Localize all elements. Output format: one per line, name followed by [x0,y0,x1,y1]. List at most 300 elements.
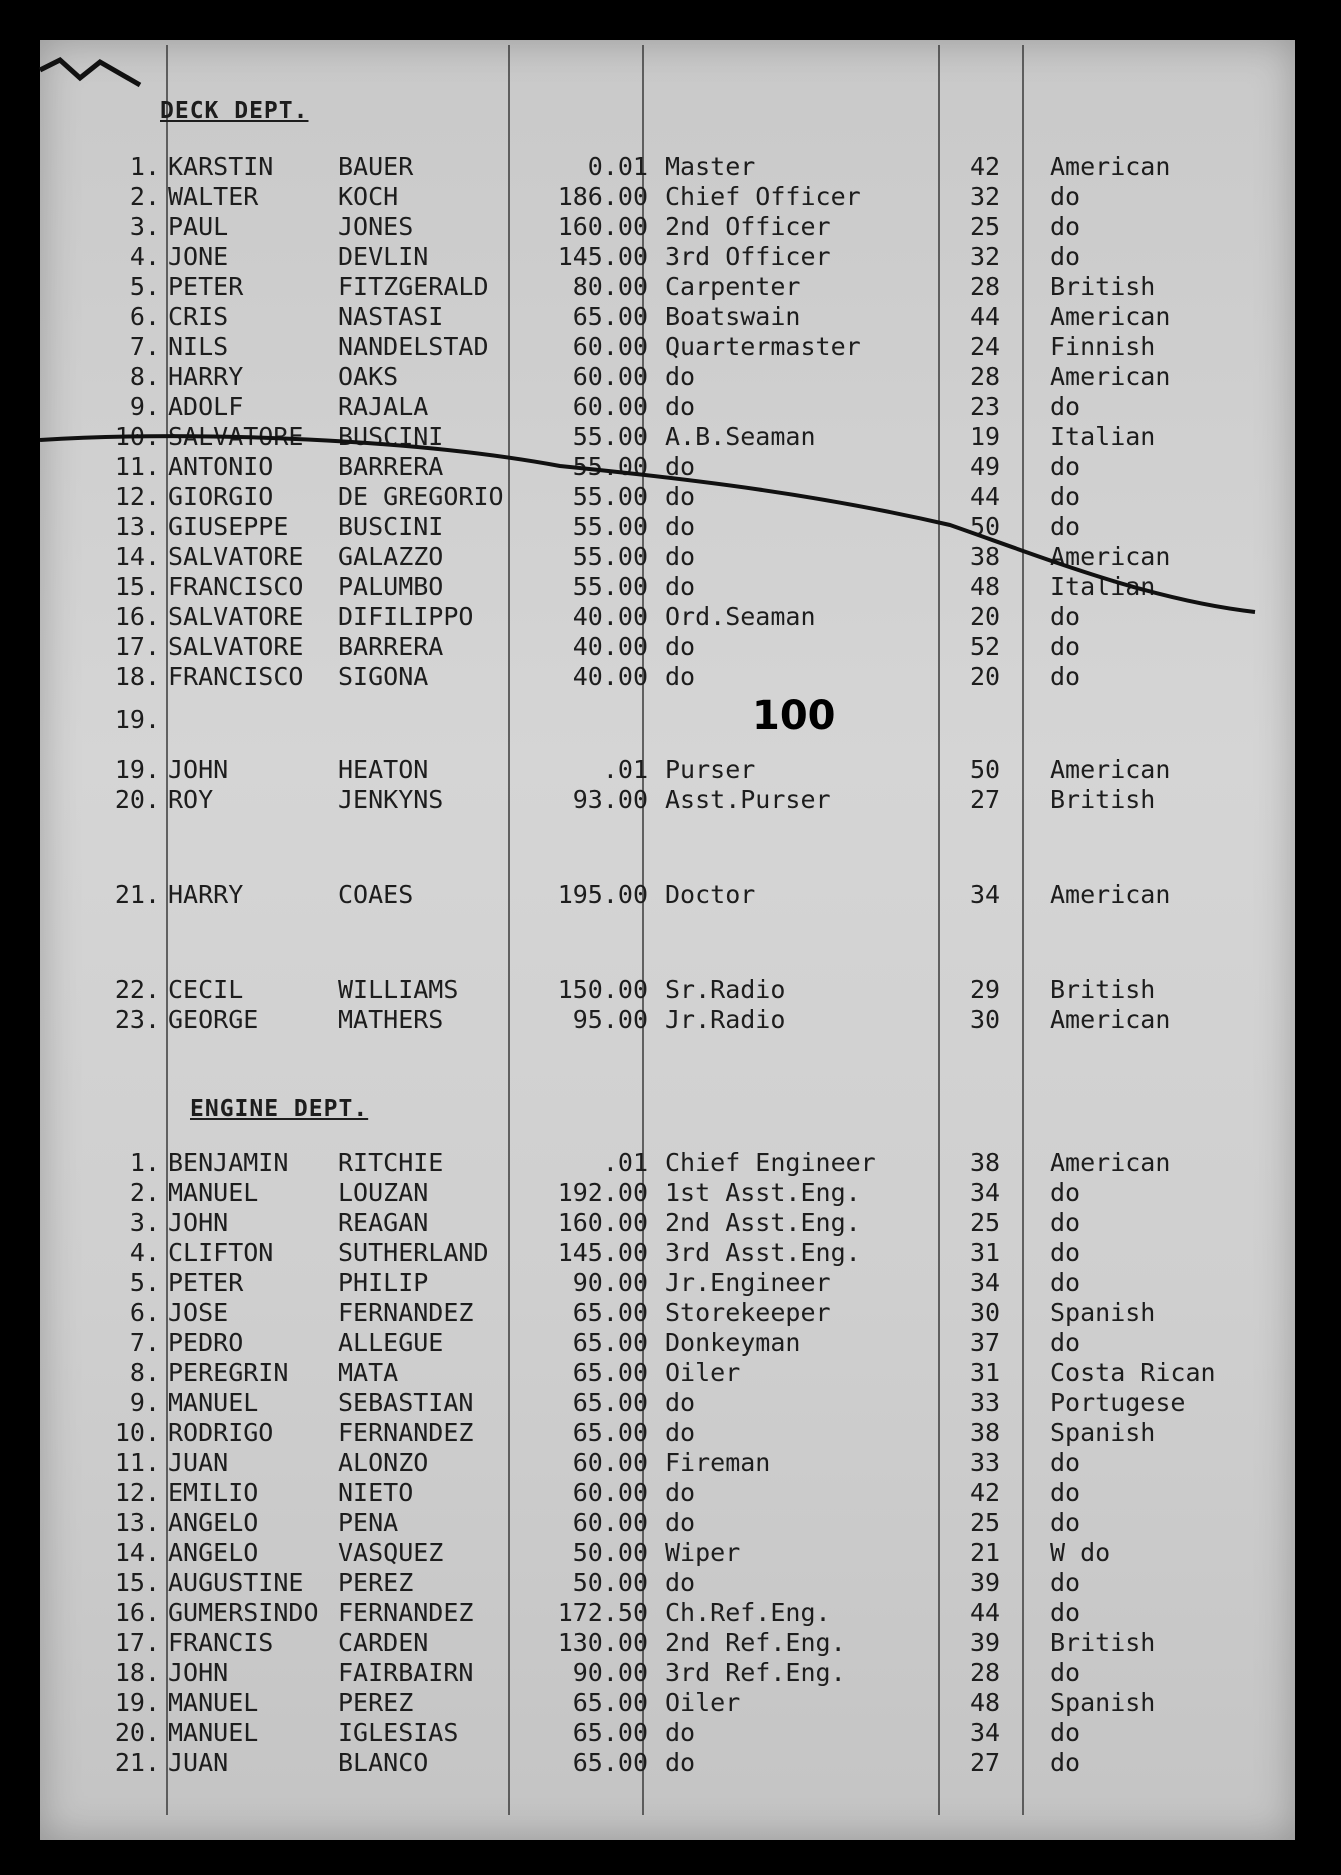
cell-rank: Oiler [665,1358,741,1387]
table-row [0,542,1341,572]
cell-first: ANGELO [168,1538,259,1567]
cell-wage: 65.00 [572,1298,648,1327]
cell-rank: do [665,452,696,481]
cell-rank: do [665,392,696,421]
table-row [0,1005,1341,1035]
cell-nat: American [1050,152,1171,181]
cell-rank: Ord.Seaman [665,602,816,631]
cell-rank: 2nd Officer [665,212,831,241]
cell-last: REAGAN [338,1208,429,1237]
cell-age: 42 [969,152,1001,181]
cell-wage: 50.00 [572,1538,648,1567]
cell-last: BARRERA [338,632,444,661]
cell-age: 27 [969,1748,1001,1777]
cell-rank: do [665,632,696,661]
cell-n: 21. [114,880,160,909]
cell-n: 1. [129,152,160,181]
cell-last: FITZGERALD [338,272,489,301]
table-row [0,1208,1341,1238]
cell-rank: do [665,1568,696,1597]
cell-nat: Spanish [1050,1298,1156,1327]
cell-age: 29 [969,975,1001,1004]
table-row [0,1328,1341,1358]
cell-age: 50 [969,755,1001,784]
cell-last: CARDEN [338,1628,429,1657]
cell-wage: 55.00 [572,422,648,451]
cell-first: FRANCIS [168,1628,274,1657]
cell-last: SUTHERLAND [338,1238,489,1267]
cell-rank: 3rd Officer [665,242,831,271]
table-row [0,705,1341,735]
table-row [0,1358,1341,1388]
cell-n: 5. [129,1268,160,1297]
cell-first: PETER [168,1268,244,1297]
cell-age: 34 [969,1718,1001,1747]
cell-age: 32 [969,182,1001,211]
cell-n: 15. [114,572,160,601]
cell-first: RODRIGO [168,1418,274,1447]
cell-age: 28 [969,272,1001,301]
cell-nat: American [1050,1005,1171,1034]
table-row [0,302,1341,332]
cell-last: PALUMBO [338,572,444,601]
cell-nat: American [1050,1148,1171,1177]
cell-first: PAUL [168,212,229,241]
cell-wage: 93.00 [572,785,648,814]
cell-age: 44 [969,482,1001,511]
cell-rank: Quartermaster [665,332,861,361]
cell-age: 30 [969,1298,1001,1327]
cell-n: 16. [114,1598,160,1627]
cell-rank: Boatswain [665,302,801,331]
cell-rank: do [665,1718,696,1747]
cell-n: 13. [114,512,160,541]
table-row [0,1748,1341,1778]
cell-first: JUAN [168,1448,229,1477]
cell-first: CECIL [168,975,244,1004]
cell-rank: do [665,1418,696,1447]
cell-wage: 65.00 [572,302,648,331]
table-row [0,1688,1341,1718]
cell-rank: do [665,1508,696,1537]
cell-wage: 160.00 [557,1208,648,1237]
cell-age: 49 [969,452,1001,481]
cell-first: MANUEL [168,1688,259,1717]
cell-rank: Ch.Ref.Eng. [665,1598,831,1627]
cell-first: MANUEL [168,1718,259,1747]
cell-last: KOCH [338,182,399,211]
cell-first: WALTER [168,182,259,211]
cell-n: 17. [114,632,160,661]
table-row [0,1508,1341,1538]
cell-first: HARRY [168,880,244,909]
cell-last: SEBASTIAN [338,1388,474,1417]
cell-rank: do [665,1478,696,1507]
cell-n: 2. [129,182,160,211]
cell-n: 4. [129,242,160,271]
table-row [0,452,1341,482]
cell-nat: American [1050,362,1171,391]
cell-n: 19. [114,705,160,734]
cell-wage: 150.00 [557,975,648,1004]
cell-first: NILS [168,332,229,361]
cell-n: 2. [129,1178,160,1207]
cell-last: DE GREGORIO [338,482,504,511]
cell-nat: do [1050,512,1081,541]
table-row [0,332,1341,362]
cell-wage: 90.00 [572,1658,648,1687]
cell-first: ROY [168,785,214,814]
cell-first: GIUSEPPE [168,512,289,541]
cell-wage: 145.00 [557,242,648,271]
cell-first: SALVATORE [168,632,304,661]
cell-last: OAKS [338,362,399,391]
table-row [0,1388,1341,1418]
cell-rank: Wiper [665,1538,741,1567]
cell-wage: 50.00 [572,1568,648,1597]
cell-wage: 65.00 [572,1328,648,1357]
cell-nat: Spanish [1050,1688,1156,1717]
cell-rank: Jr.Radio [665,1005,786,1034]
table-row [0,392,1341,422]
cell-wage: 60.00 [572,1448,648,1477]
cell-wage: 172.50 [557,1598,648,1627]
cell-n: 10. [114,422,160,451]
cell-rank: Donkeyman [665,1328,801,1357]
cell-age: 25 [969,1508,1001,1537]
cell-last: BUSCINI [338,422,444,451]
cell-rank: Sr.Radio [665,975,786,1004]
cell-age: 34 [969,1268,1001,1297]
engine-dept-heading: ENGINE DEPT. [190,1096,369,1122]
table-row [0,1598,1341,1628]
table-row [0,880,1341,910]
cell-wage: 90.00 [572,1268,648,1297]
table-row [0,362,1341,392]
cell-last: MATA [338,1358,399,1387]
cell-last: FERNANDEZ [338,1598,474,1627]
cell-last: FAIRBAIRN [338,1658,474,1687]
cell-age: 44 [969,302,1001,331]
cell-age: 38 [969,1148,1001,1177]
cell-wage: 60.00 [572,332,648,361]
cell-first: CRIS [168,302,229,331]
cell-age: 42 [969,1478,1001,1507]
cell-n: 9. [129,1388,160,1417]
cell-last: PEREZ [338,1688,414,1717]
cell-wage: 40.00 [572,662,648,691]
cell-n: 21. [114,1748,160,1777]
cell-age: 25 [969,212,1001,241]
cell-rank: Jr.Engineer [665,1268,831,1297]
table-row [0,242,1341,272]
cell-n: 9. [129,392,160,421]
cell-rank: 3rd Ref.Eng. [665,1658,846,1687]
cell-first: PEREGRIN [168,1358,289,1387]
cell-age: 38 [969,1418,1001,1447]
cell-nat: American [1050,542,1171,571]
cell-n: 3. [129,1208,160,1237]
cell-nat: do [1050,1328,1081,1357]
table-row [0,632,1341,662]
cell-nat: do [1050,1658,1081,1687]
cell-rank: do [665,482,696,511]
cell-age: 19 [969,422,1001,451]
cell-age: 33 [969,1388,1001,1417]
cell-n: 11. [114,452,160,481]
cell-wage: .01 [602,1148,648,1177]
cell-last: JONES [338,212,414,241]
cell-wage: 192.00 [557,1178,648,1207]
cell-last: PHILIP [338,1268,429,1297]
cell-rank: 1st Asst.Eng. [665,1178,861,1207]
cell-age: 28 [969,1658,1001,1687]
cell-n: 6. [129,302,160,331]
table-row [0,1298,1341,1328]
cell-rank: do [665,542,696,571]
cell-last: GALAZZO [338,542,444,571]
cell-nat: do [1050,1178,1081,1207]
cell-first: SALVATORE [168,602,304,631]
cell-age: 20 [969,662,1001,691]
cell-first: JUAN [168,1748,229,1777]
cell-first: HARRY [168,362,244,391]
cell-nat: do [1050,1718,1081,1747]
cell-last: NANDELSTAD [338,332,489,361]
cell-nat: British [1050,1628,1156,1657]
cell-nat: Costa Rican [1050,1358,1216,1387]
cell-age: 20 [969,602,1001,631]
cell-age: 39 [969,1628,1001,1657]
cell-nat: do [1050,1478,1081,1507]
cell-n: 12. [114,1478,160,1507]
cell-age: 38 [969,542,1001,571]
cell-nat: do [1050,242,1081,271]
cell-age: 21 [969,1538,1001,1567]
cell-first: MANUEL [168,1388,259,1417]
cell-n: 1. [129,1148,160,1177]
cell-first: JONE [168,242,229,271]
cell-rank: Asst.Purser [665,785,831,814]
cell-first: JOHN [168,755,229,784]
cell-age: 32 [969,242,1001,271]
table-row [0,785,1341,815]
cell-n: 17. [114,1628,160,1657]
table-row [0,1658,1341,1688]
table-row [0,1538,1341,1568]
cell-last: BARRERA [338,452,444,481]
cell-n: 13. [114,1508,160,1537]
cell-n: 20. [114,785,160,814]
cell-nat: do [1050,1568,1081,1597]
cell-age: 28 [969,362,1001,391]
cell-nat: American [1050,755,1171,784]
cell-age: 50 [969,512,1001,541]
cell-n: 22. [114,975,160,1004]
cell-last: FERNANDEZ [338,1298,474,1327]
cell-rank: Carpenter [665,272,801,301]
cell-nat: do [1050,1748,1081,1777]
cell-n: 19. [114,755,160,784]
table-row [0,1448,1341,1478]
cell-rank: 2nd Ref.Eng. [665,1628,846,1657]
cell-last: COAES [338,880,414,909]
cell-last: PENA [338,1508,399,1537]
cell-wage: 80.00 [572,272,648,301]
cell-age: 31 [969,1238,1001,1267]
cell-nat: British [1050,272,1156,301]
cell-first: ANTONIO [168,452,274,481]
cell-last: BLANCO [338,1748,429,1777]
cell-n: 12. [114,482,160,511]
cell-last: IGLESIAS [338,1718,459,1747]
cell-last: SIGONA [338,662,429,691]
cell-nat: Italian [1050,422,1156,451]
cell-wage: 95.00 [572,1005,648,1034]
cell-wage: 65.00 [572,1718,648,1747]
cell-last: WILLIAMS [338,975,459,1004]
cell-n: 7. [129,1328,160,1357]
cell-last: VASQUEZ [338,1538,444,1567]
cell-nat: Spanish [1050,1418,1156,1447]
cell-rank: A.B.Seaman [665,422,816,451]
cell-nat: do [1050,1448,1081,1477]
cell-last: DEVLIN [338,242,429,271]
table-row [0,1418,1341,1448]
cell-wage: 160.00 [557,212,648,241]
cell-nat: Finnish [1050,332,1156,361]
cell-last: HEATON [338,755,429,784]
cell-age: 48 [969,572,1001,601]
cell-rank: Doctor [665,880,756,909]
cell-age: 34 [969,880,1001,909]
cell-n: 7. [129,332,160,361]
cell-age: 23 [969,392,1001,421]
table-row [0,662,1341,692]
cell-n: 18. [114,1658,160,1687]
cell-wage: 40.00 [572,602,648,631]
table-row [0,1178,1341,1208]
cell-nat: W do [1050,1538,1111,1567]
cell-rank: Chief Engineer [665,1148,876,1177]
cell-rank: do [665,662,696,691]
cell-first: BENJAMIN [168,1148,289,1177]
cell-wage: 55.00 [572,542,648,571]
cell-first: AUGUSTINE [168,1568,304,1597]
cell-first: SALVATORE [168,542,304,571]
cell-n: 16. [114,602,160,631]
cell-first: GIORGIO [168,482,274,511]
table-row [0,602,1341,632]
cell-nat: do [1050,662,1081,691]
cell-nat: Italian [1050,572,1156,601]
cell-wage: 145.00 [557,1238,648,1267]
cell-n: 3. [129,212,160,241]
cell-last: BAUER [338,152,414,181]
cell-rank: Purser [665,755,756,784]
cell-rank: Oiler [665,1688,741,1717]
cell-first: GUMERSINDO [168,1598,319,1627]
cell-last: ALONZO [338,1448,429,1477]
cell-nat: do [1050,1508,1081,1537]
table-row [0,152,1341,182]
cell-nat: do [1050,632,1081,661]
cell-age: 27 [969,785,1001,814]
cell-last: BUSCINI [338,512,444,541]
cell-last: PEREZ [338,1568,414,1597]
table-row [0,182,1341,212]
cell-wage: 40.00 [572,632,648,661]
cell-wage: .01 [602,755,648,784]
cell-nat: do [1050,1208,1081,1237]
cell-first: JOSE [168,1298,229,1327]
cell-rank: 2nd Asst.Eng. [665,1208,861,1237]
cell-first: KARSTIN [168,152,274,181]
table-row [0,755,1341,785]
cell-nat: British [1050,785,1156,814]
cell-first: FRANCISCO [168,662,304,691]
table-row [0,1568,1341,1598]
cell-n: 8. [129,362,160,391]
cell-nat: do [1050,482,1081,511]
cell-wage: 65.00 [572,1358,648,1387]
table-row [0,212,1341,242]
cell-age: 37 [969,1328,1001,1357]
cell-nat: American [1050,302,1171,331]
cell-rank: do [665,512,696,541]
cell-n: 15. [114,1568,160,1597]
cell-first: FRANCISCO [168,572,304,601]
cell-rank: 3rd Asst.Eng. [665,1238,861,1267]
cell-last: ALLEGUE [338,1328,444,1357]
cell-n: 6. [129,1298,160,1327]
cell-wage: 130.00 [557,1628,648,1657]
cell-last: NIETO [338,1478,414,1507]
cell-age: 39 [969,1568,1001,1597]
table-row [0,422,1341,452]
cell-nat: do [1050,602,1081,631]
cell-last: RITCHIE [338,1148,444,1177]
cell-n: 14. [114,1538,160,1567]
cell-n: 23. [114,1005,160,1034]
cell-first: PEDRO [168,1328,244,1357]
cell-last: JENKYNS [338,785,444,814]
table-row [0,1478,1341,1508]
cell-n: 10. [114,1418,160,1447]
cell-n: 19. [114,1688,160,1717]
cell-rank: do [665,362,696,391]
cell-wage: 55.00 [572,512,648,541]
table-row [0,1238,1341,1268]
cell-age: 25 [969,1208,1001,1237]
table-row [0,1718,1341,1748]
cell-first: JOHN [168,1208,229,1237]
cell-nat: do [1050,1598,1081,1627]
cell-wage: 65.00 [572,1688,648,1717]
cell-first: JOHN [168,1658,229,1687]
cell-first: ANGELO [168,1508,259,1537]
cell-first: ADOLF [168,392,244,421]
cell-age: 33 [969,1448,1001,1477]
cell-age: 48 [969,1688,1001,1717]
cell-n: 18. [114,662,160,691]
cell-wage: 65.00 [572,1418,648,1447]
cell-age: 34 [969,1178,1001,1207]
cell-wage: 195.00 [557,880,648,909]
table-row [0,572,1341,602]
cell-wage: 65.00 [572,1388,648,1417]
table-row [0,1268,1341,1298]
